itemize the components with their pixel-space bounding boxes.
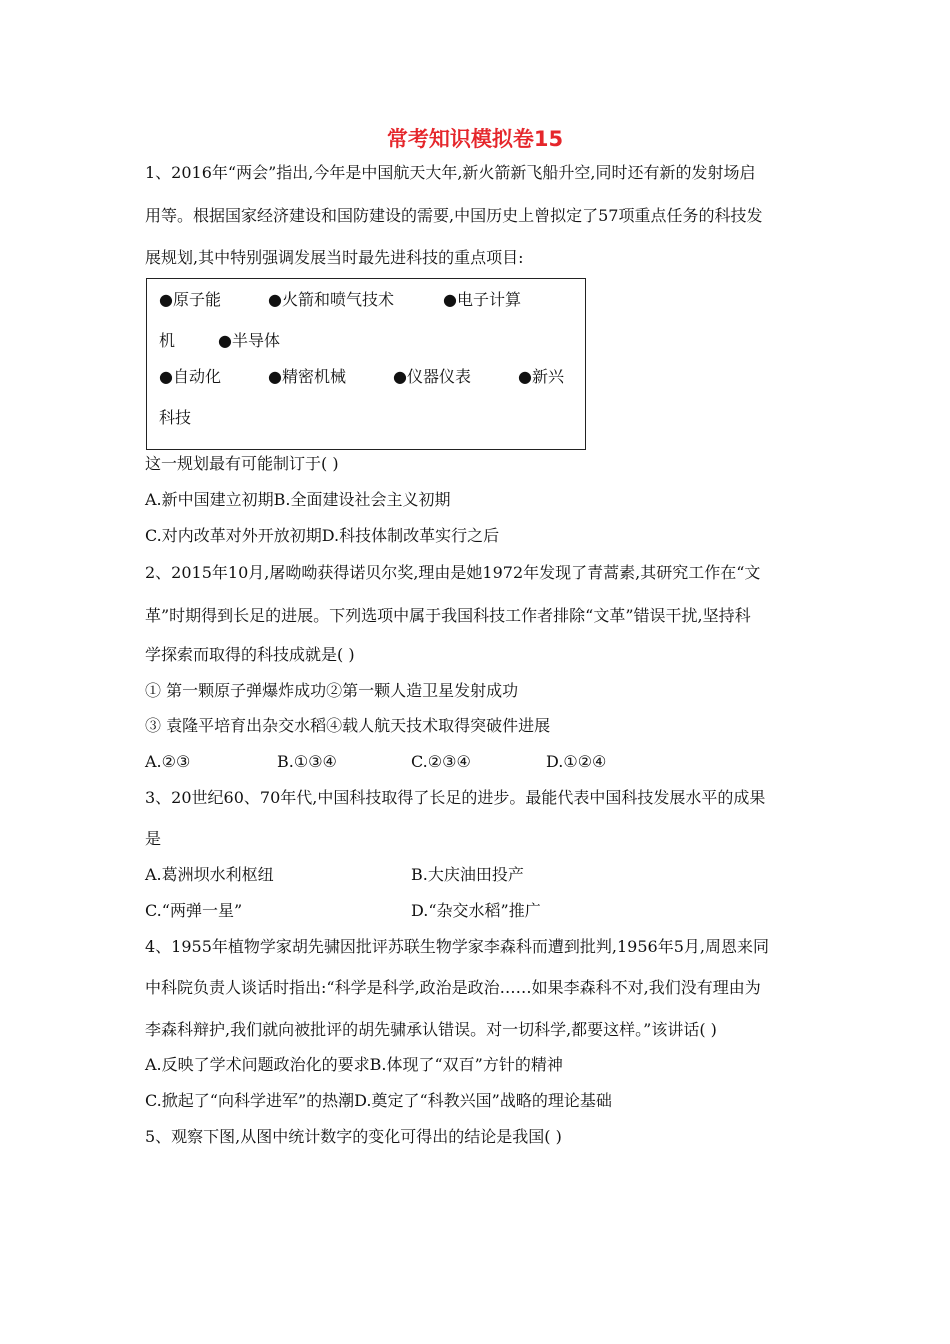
- q2-text-line-2: 革”时期得到长足的进展。下列选项中属于我国科技工作者排除“文革”错误干扰,坚持科: [145, 606, 751, 625]
- q1-options-ab: A.新中国建立初期B.全面建设社会主义初期: [145, 490, 451, 509]
- q1-text-line-3: 展规划,其中特别强调发展当时最先进科技的重点项目:: [145, 248, 524, 267]
- page-title: 常考知识模拟卷15: [386, 127, 564, 151]
- q2-text-line-3: 学探索而取得的科技成就是( ): [145, 645, 355, 664]
- q1-options-cd: C.对内改革对外开放初期D.科技体制改革实行之后: [145, 526, 500, 545]
- q1-text-line-1: 1、2016年“两会”指出,今年是中国航天大年,新火箭新飞船升空,同时还有新的发射场启: [145, 163, 756, 182]
- box-item-precision-machinery: ●精密机械: [268, 367, 346, 386]
- q2-statement-3-4: ③ 袁隆平培育出杂交水稻④载人航天技术取得突破件进展: [145, 716, 551, 735]
- q3-option-a: A.葛洲坝水利枢纽: [145, 865, 274, 884]
- box-item-emerging-cont: 科技: [159, 408, 192, 427]
- q2-option-a: A.②③: [145, 752, 191, 771]
- box-item-computer-cont: 机: [159, 331, 176, 350]
- q3-option-b: B.大庆油田投产: [411, 865, 524, 884]
- q3-option-d: D.“杂交水稻”推广: [411, 901, 541, 920]
- q4-options-cd: C.掀起了“向科学进军”的热潮D.奠定了“科教兴国”战略的理论基础: [145, 1091, 612, 1110]
- box-item-rocket-jet: ●火箭和喷气技术: [268, 290, 394, 309]
- q4-text-line-1: 4、1955年植物学家胡先骕因批评苏联生物学家李森科而遭到批判,1956年5月,周恩来同: [145, 937, 769, 956]
- q3-text-line-2: 是: [145, 829, 162, 848]
- q1-project-box: [146, 278, 586, 450]
- q3-text-line-1: 3、20世纪60、70年代,中国科技取得了长足的进步。最能代表中国科技发展水平的成果: [145, 788, 766, 807]
- q4-options-ab: A.反映了学术问题政治化的要求B.体现了“双百”方针的精神: [145, 1055, 563, 1074]
- box-item-semiconductor: ●半导体: [218, 331, 280, 350]
- box-item-atomic-energy: ●原子能: [159, 290, 221, 309]
- q2-text-line-1: 2、2015年10月,屠呦呦获得诺贝尔奖,理由是她1972年发现了青蒿素,其研究工作在“文: [145, 563, 761, 582]
- q2-statement-1-2: ① 第一颗原子弹爆炸成功②第一颗人造卫星发射成功: [145, 681, 519, 700]
- q2-option-c: C.②③④: [411, 752, 471, 771]
- q2-option-d: D.①②④: [546, 752, 607, 771]
- q1-text-line-2: 用等。根据国家经济建设和国防建设的需要,中国历史上曾拟定了57项重点任务的科技发: [145, 206, 763, 225]
- box-item-emerging: ●新兴: [518, 367, 564, 386]
- box-item-electronic-computer: ●电子计算: [443, 290, 521, 309]
- q4-text-line-3: 李森科辩护,我们就向被批评的胡先骕承认错误。对一切科学,都要这样。”该讲话( ): [145, 1020, 717, 1039]
- box-item-automation: ●自动化: [159, 367, 221, 386]
- q3-option-c: C.“两弹一星”: [145, 901, 243, 920]
- q4-text-line-2: 中科院负责人谈话时指出:“科学是科学,政治是政治……如果李森科不对,我们没有理由为: [145, 978, 761, 997]
- q1-stem: 这一规划最有可能制订于( ): [145, 454, 339, 473]
- q5-text-line-1: 5、观察下图,从图中统计数字的变化可得出的结论是我国( ): [145, 1127, 562, 1146]
- box-item-instruments: ●仪器仪表: [393, 367, 471, 386]
- q2-option-b: B.①③④: [277, 752, 337, 771]
